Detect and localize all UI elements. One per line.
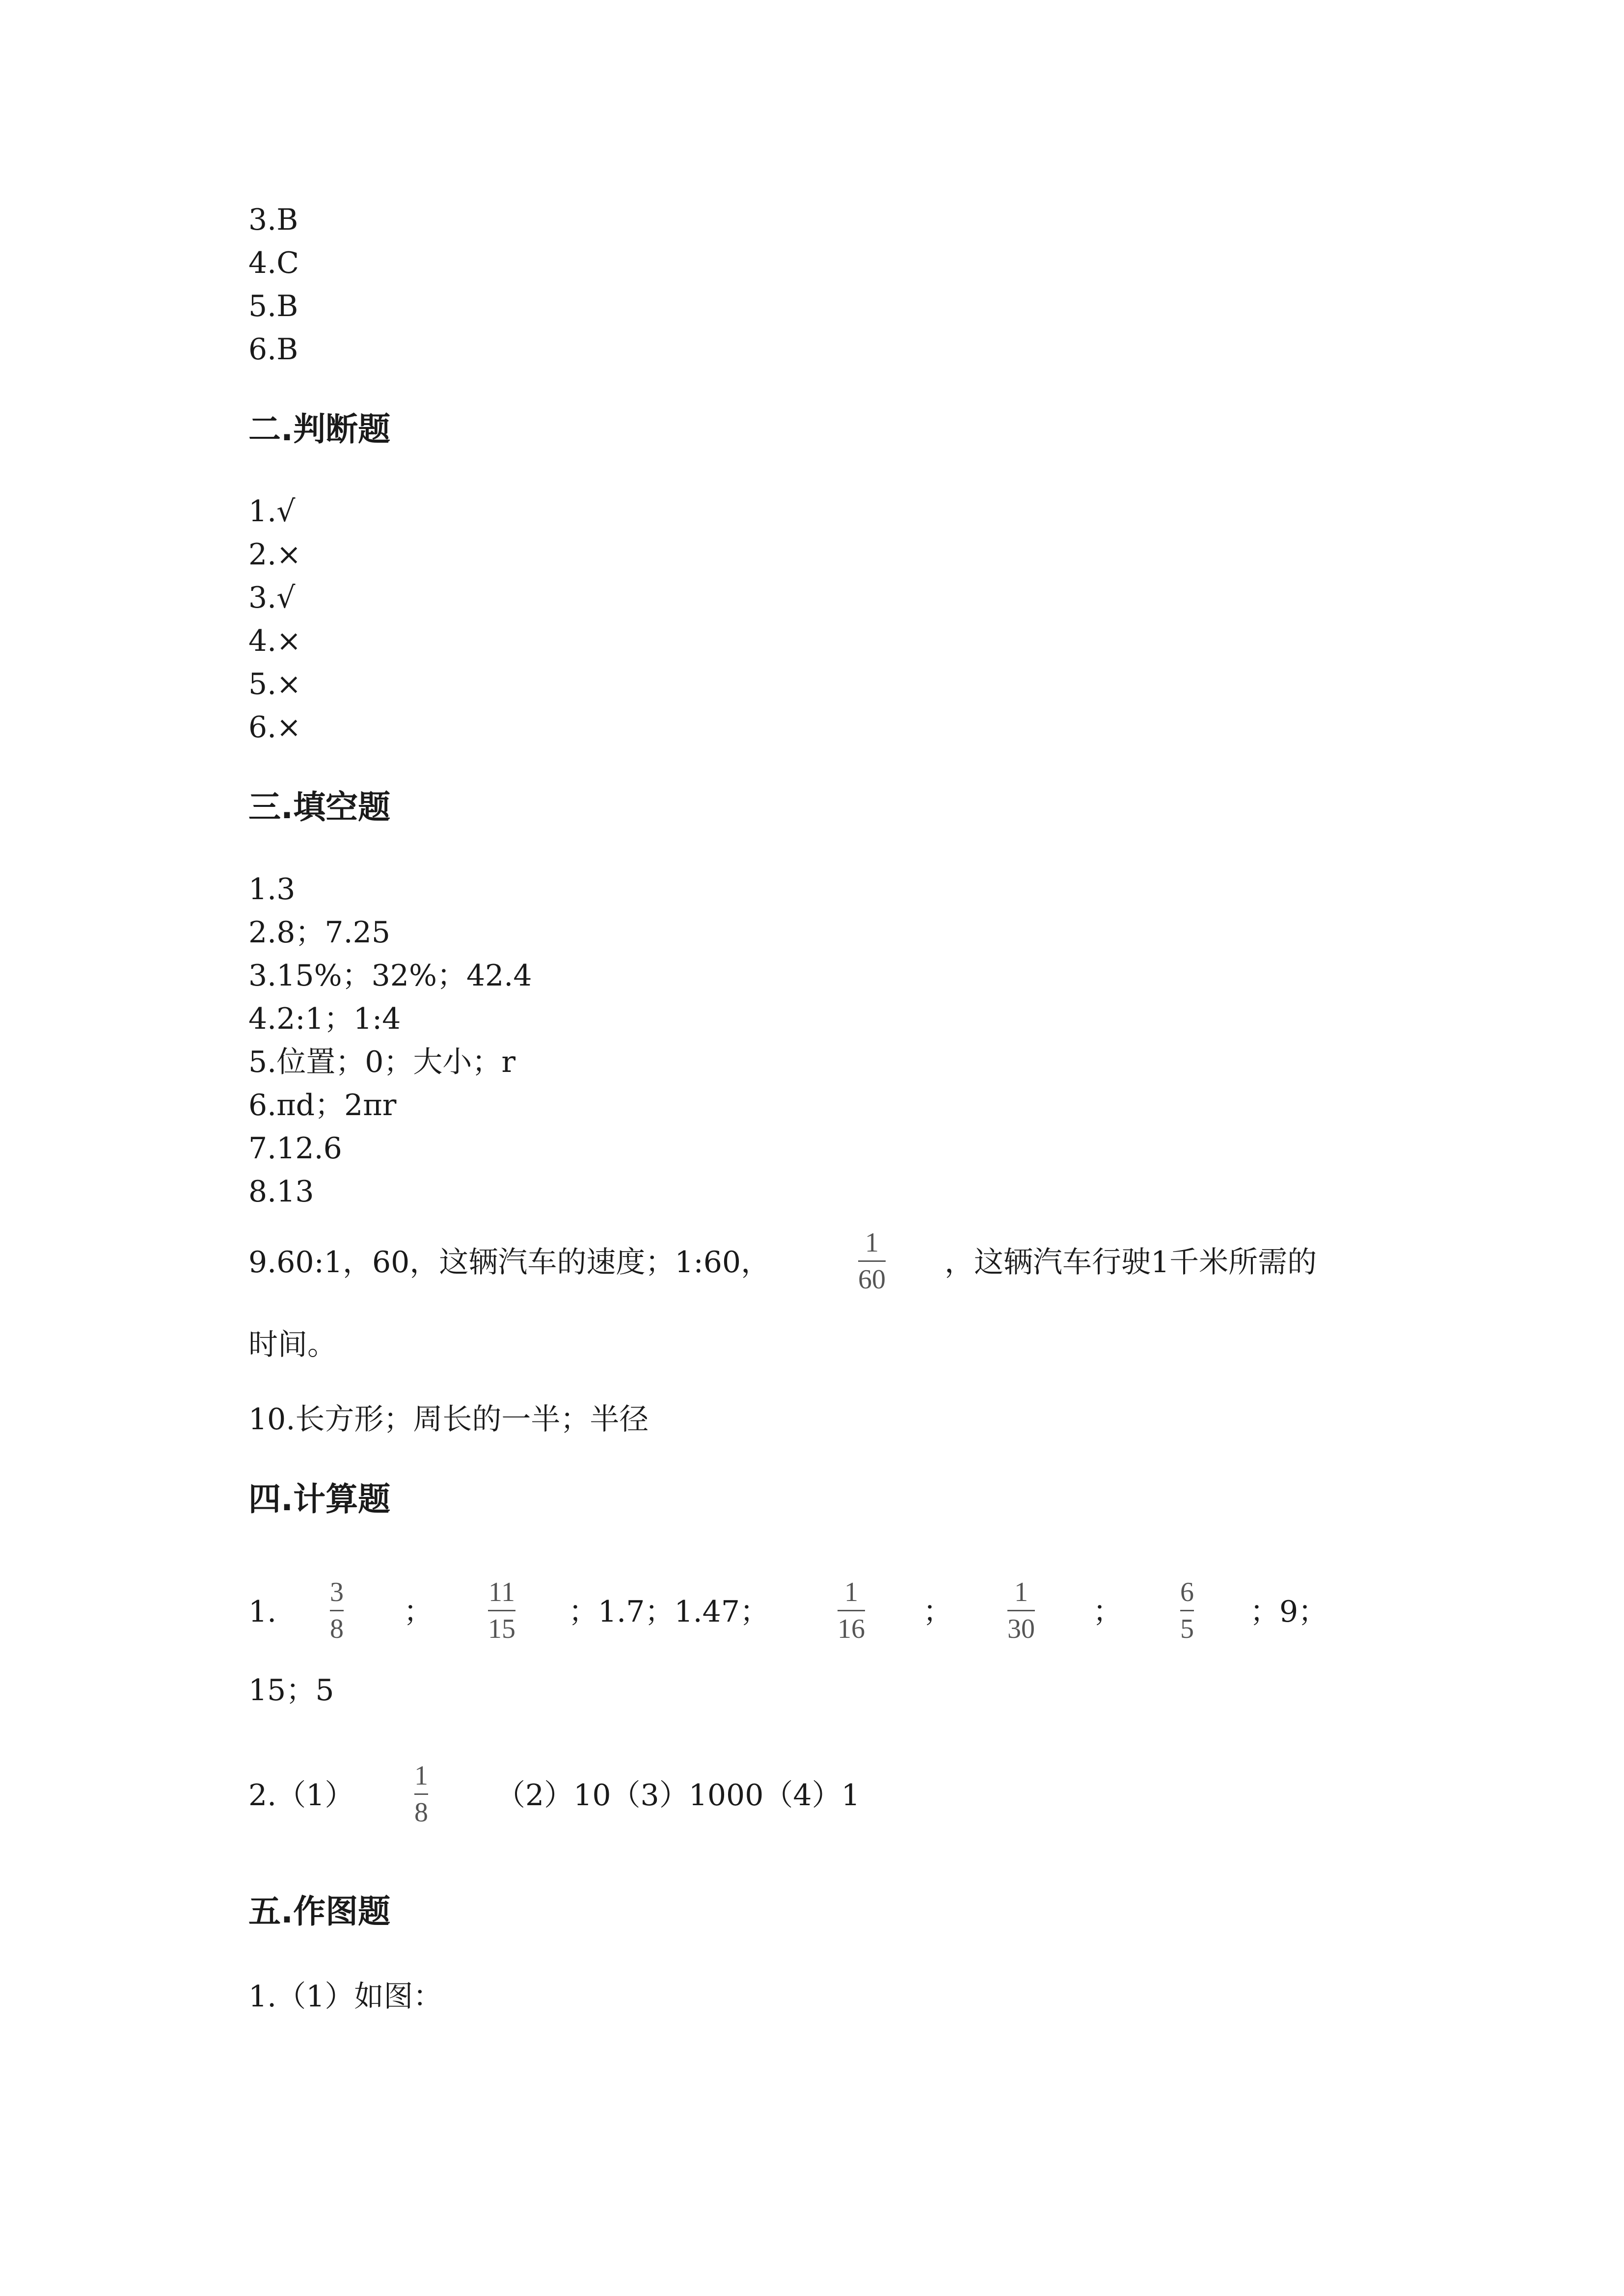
fraction-denominator: 30 — [1007, 1614, 1035, 1644]
answer-line: 7.12.6 — [248, 1131, 342, 1166]
fraction-denominator: 16 — [838, 1614, 865, 1644]
answer-line: 10.长方形；周长的一半；半径 — [248, 1402, 649, 1437]
fraction-bar — [1180, 1610, 1194, 1611]
fraction — [858, 1227, 886, 1295]
fraction — [838, 1576, 865, 1645]
answer-line: 1.（1）如图： — [248, 1979, 443, 2014]
separator: ； — [1093, 1595, 1122, 1629]
fraction-denominator: 8 — [414, 1797, 428, 1828]
fraction-denominator: 60 — [858, 1264, 886, 1295]
fraction-numerator: 1 — [1014, 1577, 1028, 1607]
answer-line: 2.8；7.25 — [248, 915, 391, 950]
separator: ； — [923, 1595, 952, 1629]
answer-line: 4.× — [248, 624, 301, 658]
fraction-numerator: 1 — [865, 1228, 879, 1258]
fraction — [1007, 1576, 1035, 1645]
answer-label: 1. — [248, 1595, 277, 1629]
fraction-denominator: 8 — [330, 1614, 344, 1644]
fraction-bar — [1007, 1610, 1035, 1611]
answer-text: 9.60:1，60，这辆汽车的速度；1:60， — [248, 1245, 771, 1280]
answer-line: 时间。 — [248, 1328, 337, 1362]
answer-text: ；1.7；1.47； — [568, 1595, 770, 1629]
answer-line: 3.√ — [248, 581, 296, 615]
answer-line: 5.× — [248, 667, 301, 701]
answer-line: 8.13 — [248, 1175, 314, 1209]
answer-line: 3.15%；32%；42.4 — [248, 959, 532, 993]
separator: ； — [404, 1595, 433, 1629]
fraction-numerator: 11 — [488, 1577, 515, 1607]
section-heading: 四.计算题 — [248, 1480, 391, 1518]
answer-line: 6.B — [248, 332, 298, 367]
fraction-denominator: 5 — [1180, 1614, 1194, 1644]
fraction-numerator: 1 — [844, 1577, 858, 1607]
fraction-numerator: 6 — [1180, 1577, 1194, 1607]
fraction-numerator: 1 — [414, 1761, 428, 1791]
fraction-bar — [838, 1610, 865, 1611]
section-heading: 二.判断题 — [248, 410, 391, 448]
fraction-denominator: 15 — [488, 1614, 515, 1644]
fraction — [330, 1576, 344, 1645]
fraction — [1180, 1576, 1194, 1645]
answer-line: 4.C — [248, 246, 299, 280]
fraction-bar — [330, 1610, 344, 1611]
answer-line: 4.2:1；1:4 — [248, 1002, 401, 1036]
fraction-bar — [858, 1260, 886, 1262]
answer-text: ，这辆汽车行驶1千米所需的 — [945, 1245, 1317, 1280]
answer-text: 2.（1） — [248, 1778, 354, 1813]
answer-text: （2）10（3）1000（4）1 — [496, 1778, 860, 1813]
section-heading: 三.填空题 — [248, 788, 391, 826]
answer-text: ；9； — [1250, 1595, 1328, 1629]
fraction-bar — [414, 1793, 428, 1795]
fraction — [414, 1760, 428, 1828]
answer-line: 15；5 — [248, 1673, 334, 1708]
fraction — [488, 1576, 515, 1645]
answer-line: 6.πd；2πr — [248, 1088, 397, 1122]
answer-line: 1.√ — [248, 494, 296, 529]
fraction-bar — [488, 1610, 515, 1611]
answer-line: 1.3 — [248, 872, 296, 907]
answer-line: 2.× — [248, 537, 301, 572]
fraction-numerator: 3 — [330, 1577, 344, 1607]
answer-line: 5.位置；0；大小；r — [248, 1045, 516, 1079]
section-heading: 五.作图题 — [248, 1893, 391, 1930]
answer-line: 3.B — [248, 203, 298, 237]
answer-line: 6.× — [248, 710, 301, 745]
answer-line: 5.B — [248, 289, 298, 323]
